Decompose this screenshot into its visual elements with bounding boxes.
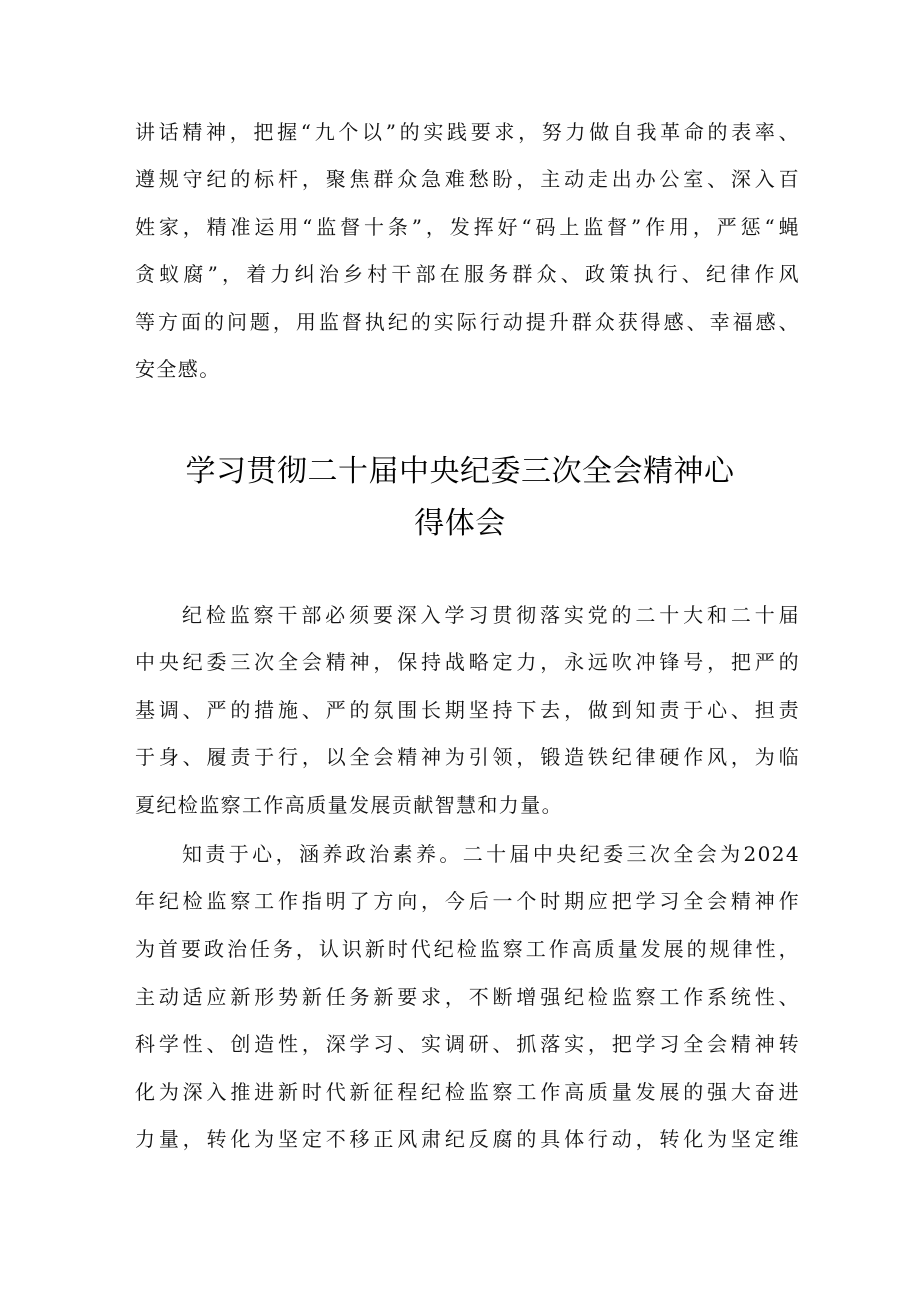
para2-line-2: 中央纪委三次全会精神，保持战略定力，永远吹冲锋号，把严的 [135, 650, 800, 674]
para2-line-1: 纪检监察干部必须要深入学习贯彻落实党的二十大和二十届 [182, 603, 800, 627]
para3-line-1: 知责于心，涵养政治素养。二十届中央纪委三次全会为2024 [182, 842, 800, 866]
para1-line-1: 讲话精神，把握“九个以”的实践要求，努力做自我革命的表率、 [135, 120, 800, 144]
para3-line-2: 年纪检监察工作指明了方向，今后一个时期应把学习全会精神作 [135, 889, 800, 913]
para1-line-2: 遵规守纪的标杆，聚焦群众急难愁盼，主动走出办公室、深入百 [135, 167, 800, 191]
para3-line-5: 科学性、创造性，深学习、实调研、抓落实，把学习全会精神转 [135, 1032, 800, 1056]
para1-line-6: 安全感。 [135, 357, 221, 381]
para3-line-4: 主动适应新形势新任务新要求，不断增强纪检监察工作系统性、 [135, 985, 800, 1009]
para1-line-4: 贪蚁腐”，着力纠治乡村干部在服务群众、政策执行、纪律作风 [135, 262, 800, 286]
para3-line-3: 为首要政治任务，认识新时代纪检监察工作高质量发展的规律性， [135, 937, 800, 961]
section-title-line-1: 学习贯彻二十届中央纪委三次全会精神心 [185, 454, 735, 489]
para1-line-5: 等方面的问题，用监督执纪的实际行动提升群众获得感、幸福感、 [135, 310, 800, 334]
para3-line-7: 力量，转化为坚定不移正风肃纪反腐的具体行动，转化为坚定维 [135, 1127, 800, 1151]
para2-line-4: 于身、履责于行，以全会精神为引领，锻造铁纪律硬作风，为临 [135, 745, 800, 769]
para3-line-6: 化为深入推进新时代新征程纪检监察工作高质量发展的强大奋进 [135, 1080, 800, 1104]
section-title-line-2: 得体会 [414, 506, 506, 541]
para2-line-5: 夏纪检监察工作高质量发展贡献智慧和力量。 [135, 793, 563, 817]
para2-line-3: 基调、严的措施、严的氛围长期坚持下去，做到知责于心、担责 [135, 698, 800, 722]
para1-line-3: 姓家，精准运用“监督十条”，发挥好“码上监督”作用，严惩“蝇 [135, 215, 800, 239]
